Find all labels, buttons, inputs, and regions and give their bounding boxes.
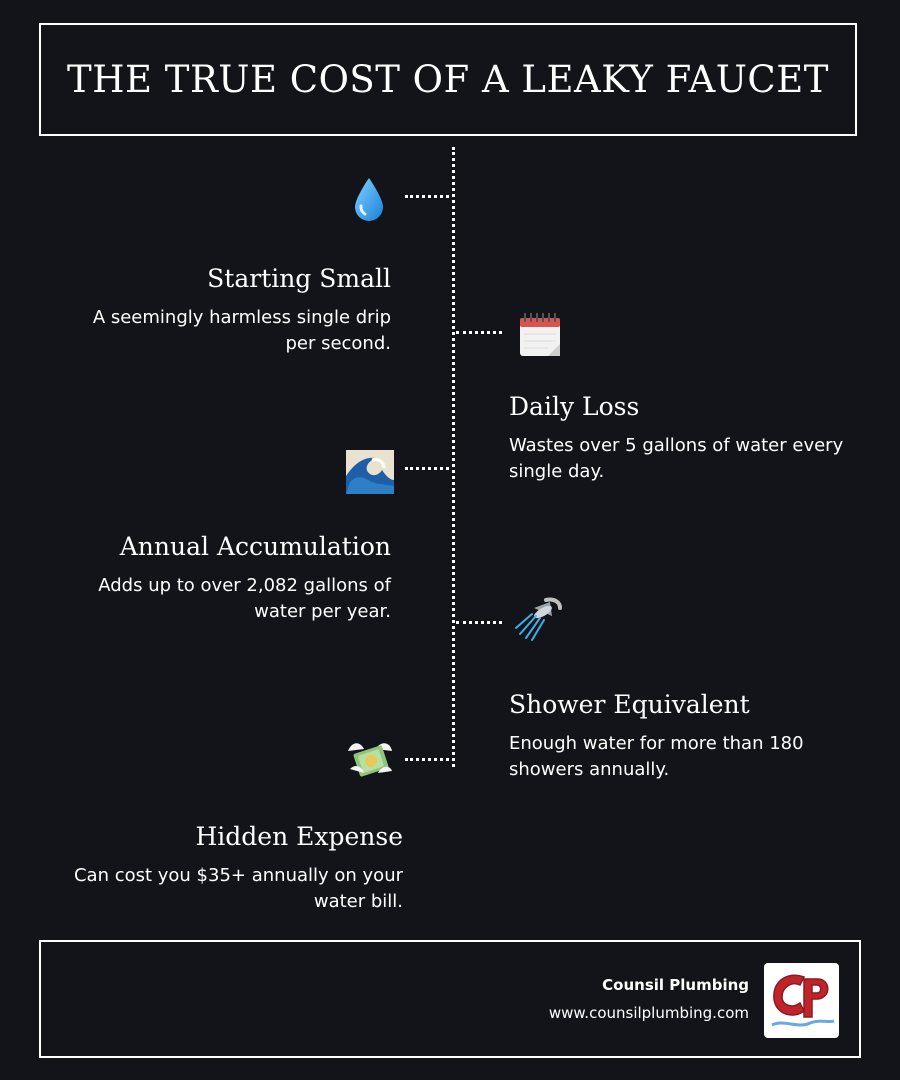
step-annual-accumulation [60, 532, 391, 625]
step-text: Can cost you $35+ annually on your water bill. [73, 865, 403, 912]
step-text: Enough water for more than 180 showers annually. [509, 733, 804, 780]
connector-dots [456, 331, 502, 334]
connector-dots [405, 467, 449, 470]
flying-money-icon [344, 733, 396, 785]
timeline-line [452, 147, 455, 767]
step-heading: Shower Equivalent [509, 690, 750, 719]
step-heading: Starting Small [207, 264, 391, 293]
step-text: Adds up to over 2,082 gallons of water per year. [98, 575, 391, 622]
step-heading: Daily Loss [509, 392, 640, 421]
step-heading: Hidden Expense [195, 822, 403, 851]
company-name: Counsil Plumbing [602, 976, 749, 994]
calendar-icon [514, 309, 566, 361]
step-text: Wastes over 5 gallons of water every single day. [509, 435, 844, 482]
step-starting-small [60, 264, 391, 357]
shower-icon [512, 594, 564, 646]
step-text: A seemingly harmless single drip per second. [92, 307, 391, 354]
footer [39, 940, 861, 1058]
step-daily-loss [509, 392, 849, 485]
company-website-link[interactable]: www.counsilplumbing.com [548, 1004, 749, 1022]
connector-dots [456, 621, 502, 624]
counsil-plumbing-logo [764, 963, 839, 1038]
wave-icon [344, 446, 396, 498]
connector-dots [405, 758, 449, 761]
step-hidden-expense [45, 822, 403, 915]
step-shower-equivalent [509, 690, 849, 783]
water-drop-icon [343, 174, 395, 226]
step-heading: Annual Accumulation [119, 532, 391, 561]
connector-dots [405, 195, 449, 198]
page-title: THE TRUE COST OF A LEAKY FAUCET [67, 58, 829, 101]
title-banner [39, 23, 857, 136]
